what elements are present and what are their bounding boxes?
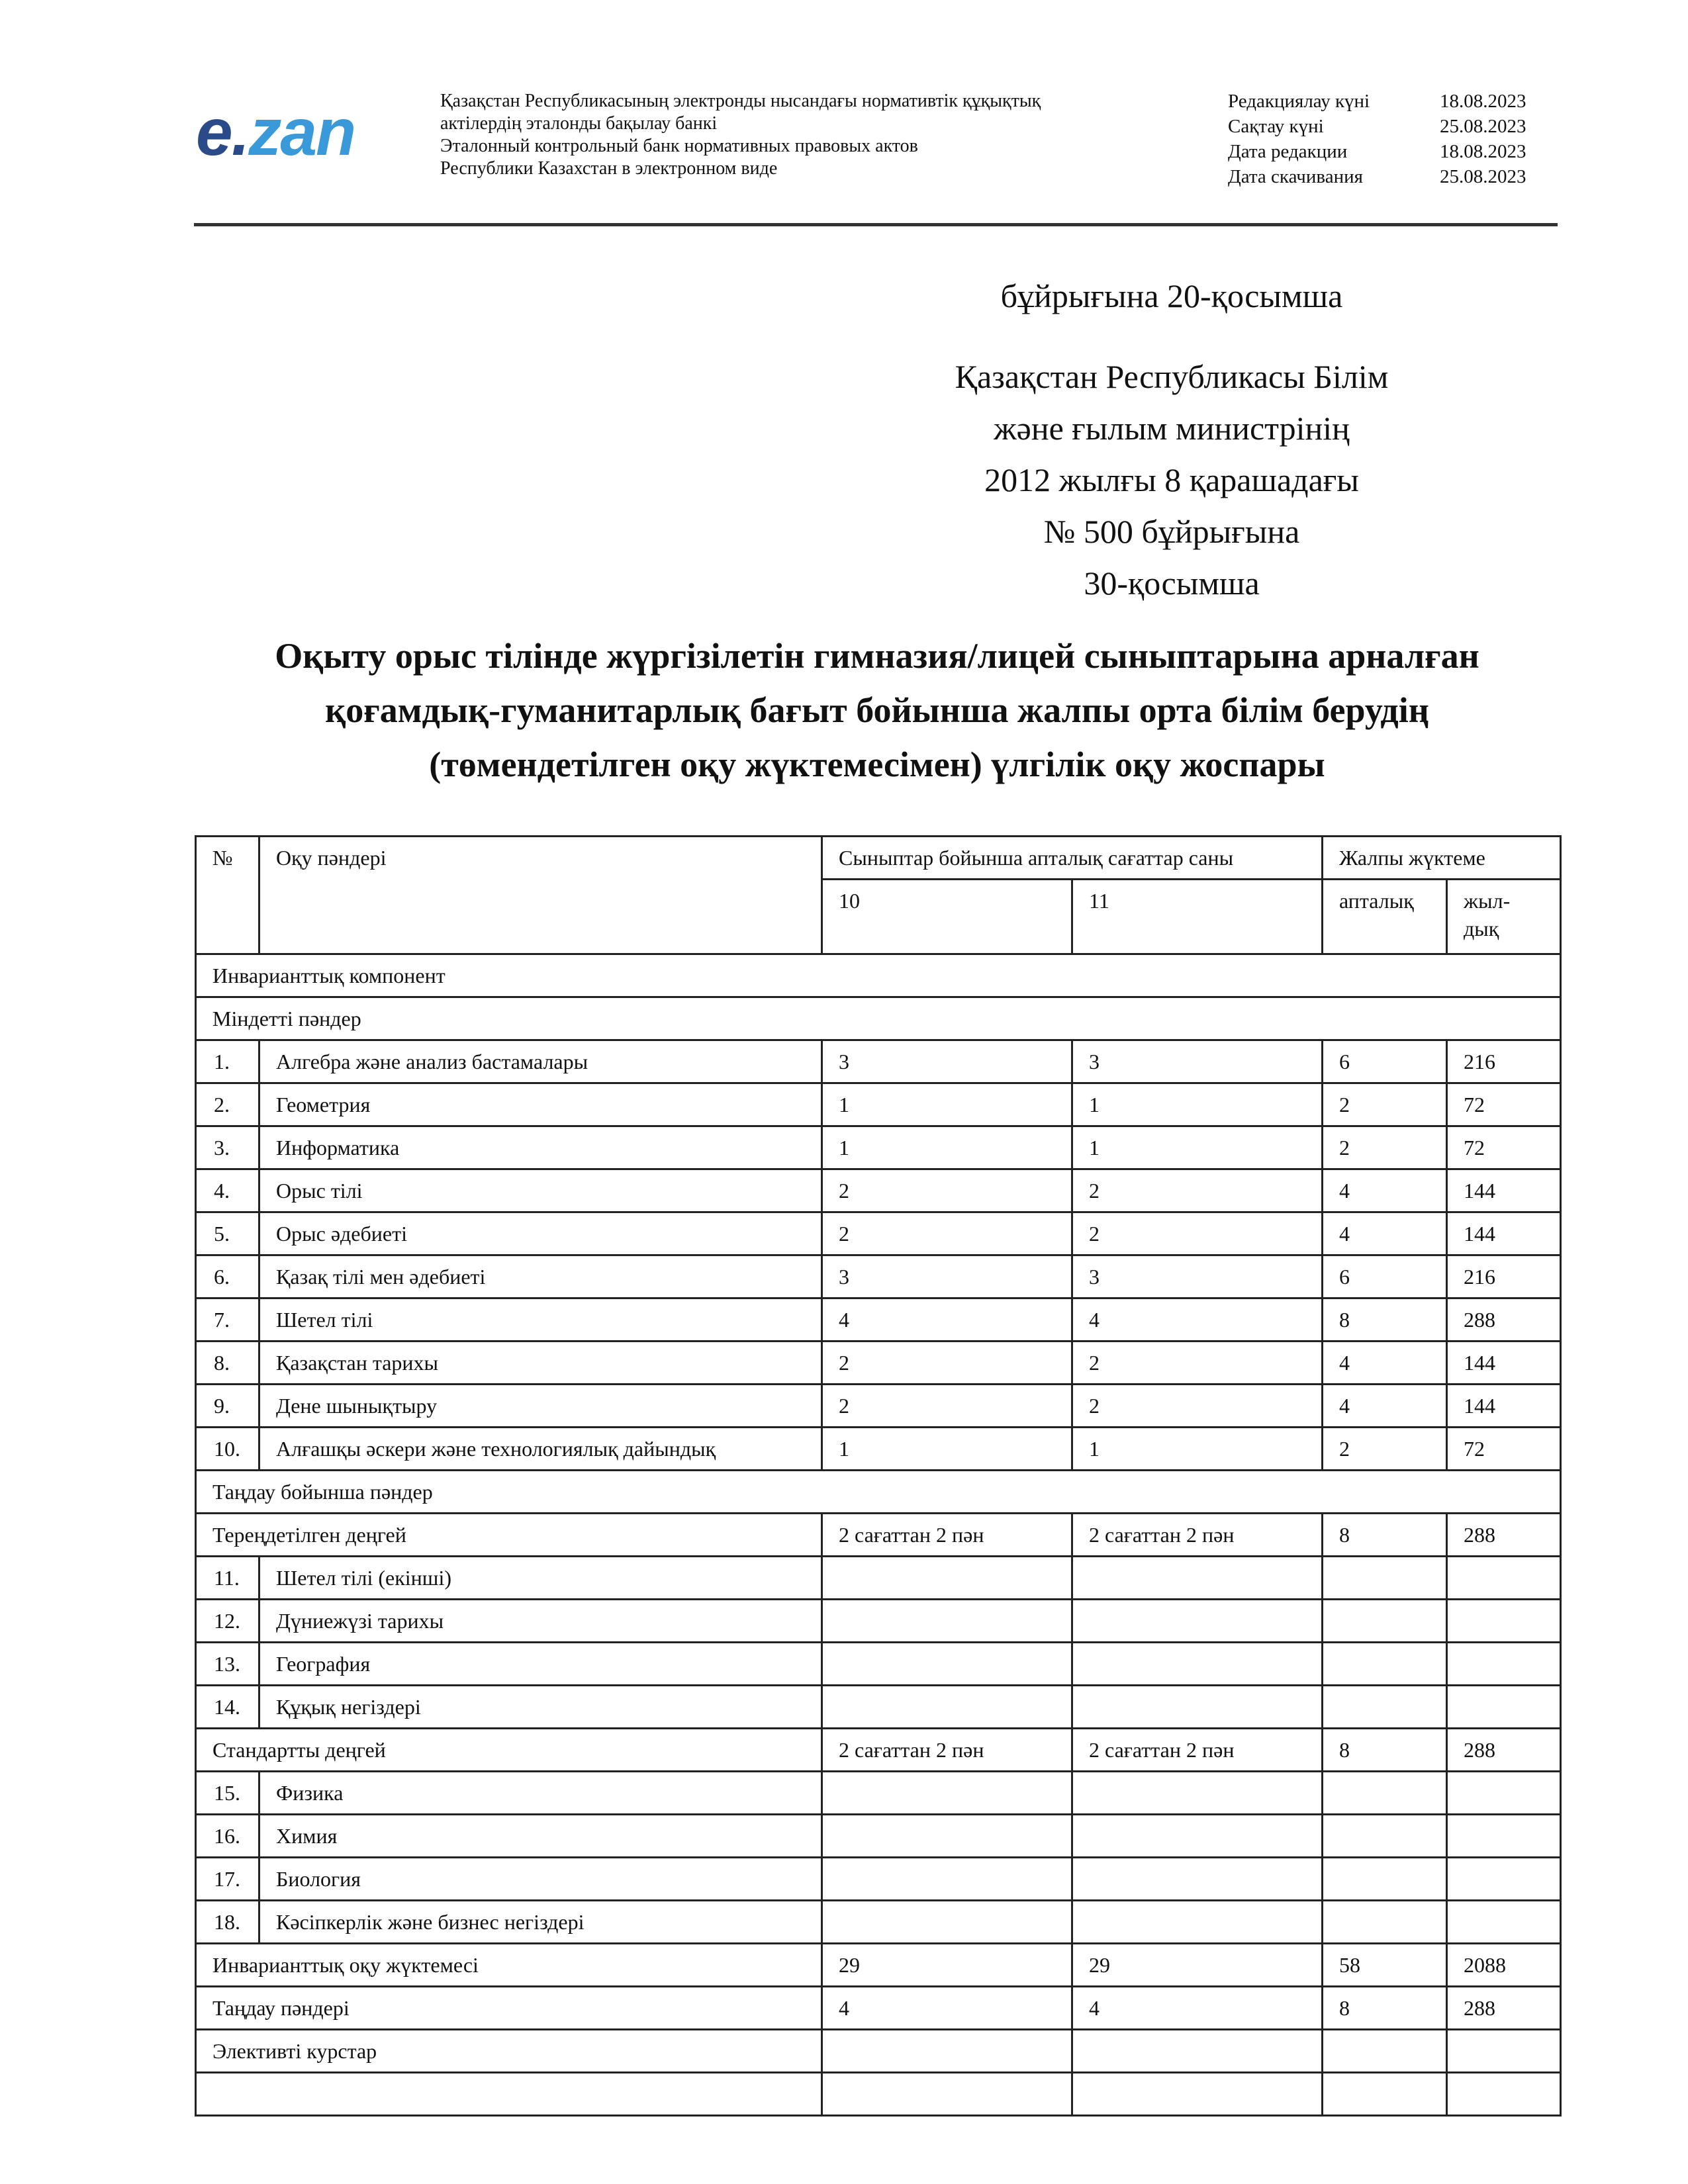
document-dates xyxy=(1228,89,1539,189)
source-description xyxy=(440,90,1041,180)
cell-week: 8 xyxy=(1323,1729,1447,1772)
table-row xyxy=(196,1342,1561,1385)
title-line: Оқыту орыс тілінде жүргізілетін гимназия/лицей сыныптарына арналған xyxy=(275,636,1479,676)
section-row xyxy=(196,1471,1561,1514)
total-label: Таңдау пәндері xyxy=(196,1987,822,2030)
num: 14. xyxy=(196,1686,259,1729)
cell-week xyxy=(1323,2030,1447,2073)
header-weekly: Сыныптар бойынша апталық сағаттар саны xyxy=(822,837,1323,880)
source-line: Республики Казахстан в электронном виде xyxy=(440,158,778,179)
num: 11. xyxy=(196,1557,259,1600)
cell-year xyxy=(1447,1858,1561,1901)
cell-year: 216 xyxy=(1447,1255,1561,1298)
num: 15. xyxy=(196,1772,259,1815)
source-line: Эталонный контрольный банк нормативных правовых актов xyxy=(440,136,918,156)
approval-line: Қазақстан Республикасы Білім xyxy=(955,358,1389,395)
mandatory-rows xyxy=(196,1040,1561,1471)
table-row xyxy=(196,1772,1561,1815)
cell-year: 72 xyxy=(1447,1083,1561,1126)
table-row xyxy=(196,1385,1561,1428)
date-value: 18.08.2023 xyxy=(1440,141,1526,162)
cell-g11 xyxy=(1072,1772,1323,1815)
cell-year: 288 xyxy=(1447,1729,1561,1772)
approval-block xyxy=(808,351,1536,609)
cell-g10: 1 xyxy=(822,1126,1072,1169)
section-row xyxy=(196,997,1561,1040)
date-row xyxy=(1228,164,1539,189)
cell-year: 144 xyxy=(1447,1169,1561,1212)
cell-g10 xyxy=(822,1600,1072,1643)
cell-week: 2 xyxy=(1323,1126,1447,1169)
subject-name: Биология xyxy=(259,1858,822,1901)
cell-year xyxy=(1447,1901,1561,1944)
cell-g10 xyxy=(822,2030,1072,2073)
date-value: 25.08.2023 xyxy=(1440,166,1526,187)
subject-name: Дене шынықтыру xyxy=(259,1385,822,1428)
num: 9. xyxy=(196,1385,259,1428)
table-row xyxy=(196,1126,1561,1169)
cell-week: 4 xyxy=(1323,1169,1447,1212)
subject-name: Кәсіпкерлік және бизнес негіздері xyxy=(259,1901,822,1944)
empty-cell xyxy=(1072,2073,1323,2116)
empty-cell xyxy=(822,2073,1072,2116)
subject-name: Геометрия xyxy=(259,1083,822,1126)
table-row xyxy=(196,1858,1561,1901)
header-grade-10: 10 xyxy=(822,880,1072,954)
cell-year: 72 xyxy=(1447,1428,1561,1471)
cell-g10: 2 xyxy=(822,1385,1072,1428)
table-row xyxy=(196,1729,1561,1772)
cell-g11: 2 xyxy=(1072,1342,1323,1385)
cell-year: 288 xyxy=(1447,1514,1561,1557)
cell-g10 xyxy=(822,1772,1072,1815)
cell-g10: 3 xyxy=(822,1040,1072,1083)
cell-week xyxy=(1323,1901,1447,1944)
cell-week: 58 xyxy=(1323,1944,1447,1987)
cell-g11 xyxy=(1072,1901,1323,1944)
approval-line: 30-қосымша xyxy=(1084,565,1260,602)
standard-rows xyxy=(196,1772,1561,1944)
cell-g11: 29 xyxy=(1072,1944,1323,1987)
cell-g11 xyxy=(1072,2030,1323,2073)
num: 4. xyxy=(196,1169,259,1212)
subject-name: Химия xyxy=(259,1815,822,1858)
cell-year: 144 xyxy=(1447,1212,1561,1255)
cell-g10: 2 сағаттан 2 пән xyxy=(822,1514,1072,1557)
num: 2. xyxy=(196,1083,259,1126)
cell-week xyxy=(1323,1772,1447,1815)
date-value: 25.08.2023 xyxy=(1440,116,1526,137)
section-label: Инварианттық компонент xyxy=(196,954,1561,997)
cell-g11: 3 xyxy=(1072,1255,1323,1298)
num: 18. xyxy=(196,1901,259,1944)
cell-g10: 4 xyxy=(822,1298,1072,1342)
cell-year xyxy=(1447,1557,1561,1600)
cell-g11: 1 xyxy=(1072,1428,1323,1471)
cell-week: 6 xyxy=(1323,1040,1447,1083)
empty-cell xyxy=(1447,2073,1561,2116)
cell-week: 4 xyxy=(1323,1385,1447,1428)
total-label: Инварианттық оқу жүктемесі xyxy=(196,1944,822,1987)
level-label: Стандартты деңгей xyxy=(196,1729,822,1772)
ezan-logo: e.zan xyxy=(196,95,355,169)
appendix-note: бұйрығына 20-қосымша xyxy=(1000,277,1343,314)
cell-g11 xyxy=(1072,1686,1323,1729)
cell-g11 xyxy=(1072,1858,1323,1901)
table-row xyxy=(196,1643,1561,1686)
empty-cell xyxy=(196,2073,822,2116)
cell-year: 144 xyxy=(1447,1342,1561,1385)
cell-week xyxy=(1323,1858,1447,1901)
header-subjects: Оқу пәндері xyxy=(259,837,822,954)
subject-name: Информатика xyxy=(259,1126,822,1169)
curriculum-table xyxy=(195,835,1562,2116)
cell-year: 144 xyxy=(1447,1385,1561,1428)
date-row xyxy=(1228,139,1539,164)
table-row xyxy=(196,1428,1561,1471)
cell-year: 216 xyxy=(1447,1040,1561,1083)
cell-g10: 4 xyxy=(822,1987,1072,2030)
header-total: Жалпы жүктеме xyxy=(1323,837,1561,880)
cell-g10 xyxy=(822,1686,1072,1729)
cell-week xyxy=(1323,1557,1447,1600)
title-line: (төмендетілген оқу жүктемесімен) үлгілік оқу жоспары xyxy=(429,745,1325,784)
date-label: Дата скачивания xyxy=(1228,166,1363,187)
cell-g10: 2 xyxy=(822,1169,1072,1212)
date-row xyxy=(1228,114,1539,139)
cell-g10 xyxy=(822,1557,1072,1600)
num: 17. xyxy=(196,1858,259,1901)
subject-name: Алғашқы әскери және технологиялық дайындық xyxy=(259,1428,822,1471)
cell-g11: 1 xyxy=(1072,1126,1323,1169)
section-label: Міндетті пәндер xyxy=(196,997,1561,1040)
cell-week xyxy=(1323,1815,1447,1858)
cell-g10 xyxy=(822,1901,1072,1944)
cell-week: 2 xyxy=(1323,1428,1447,1471)
subject-name: Орыс тілі xyxy=(259,1169,822,1212)
num: 12. xyxy=(196,1600,259,1643)
num: 8. xyxy=(196,1342,259,1385)
header-num: № xyxy=(196,837,259,954)
approval-line: № 500 бұйрығына xyxy=(1043,513,1300,550)
num: 16. xyxy=(196,1815,259,1858)
num: 1. xyxy=(196,1040,259,1083)
table-row xyxy=(196,1255,1561,1298)
cell-year xyxy=(1447,1815,1561,1858)
cell-g10: 1 xyxy=(822,1428,1072,1471)
cell-year xyxy=(1447,2030,1561,2073)
cell-g10: 2 xyxy=(822,1212,1072,1255)
cell-week: 2 xyxy=(1323,1083,1447,1126)
date-row xyxy=(1228,89,1539,114)
num: 3. xyxy=(196,1126,259,1169)
cell-week: 4 xyxy=(1323,1342,1447,1385)
cell-g11 xyxy=(1072,1600,1323,1643)
date-value: 18.08.2023 xyxy=(1440,91,1526,112)
subject-name: Физика xyxy=(259,1772,822,1815)
cell-week xyxy=(1323,1643,1447,1686)
cell-year xyxy=(1447,1686,1561,1729)
cell-year: 72 xyxy=(1447,1126,1561,1169)
source-line: актілердің эталонды бақылау банкі xyxy=(440,113,718,134)
num: 5. xyxy=(196,1212,259,1255)
table-row xyxy=(196,1514,1561,1557)
cell-week: 8 xyxy=(1323,1987,1447,2030)
cell-g11 xyxy=(1072,1815,1323,1858)
document-title xyxy=(199,629,1556,792)
cell-year: 288 xyxy=(1447,1987,1561,2030)
subject-name: Дүниежүзі тарихы xyxy=(259,1600,822,1643)
cell-g11 xyxy=(1072,1643,1323,1686)
table-row xyxy=(196,1901,1561,1944)
table-row xyxy=(196,2073,1561,2116)
title-line: қоғамдық-гуманитарлық бағыт бойынша жалпы орта білім берудің xyxy=(325,690,1429,730)
table-row xyxy=(196,1083,1561,1126)
table-row xyxy=(196,1686,1561,1729)
num: 13. xyxy=(196,1643,259,1686)
subject-name: Қазақстан тарихы xyxy=(259,1342,822,1385)
cell-g10 xyxy=(822,1858,1072,1901)
source-line: Қазақстан Республикасының электронды нысандағы нормативтік құқықтық xyxy=(440,91,1041,111)
cell-week xyxy=(1323,1686,1447,1729)
table-row xyxy=(196,1298,1561,1342)
subject-name: Шетел тілі xyxy=(259,1298,822,1342)
header-divider xyxy=(194,223,1558,226)
cell-g11: 1 xyxy=(1072,1083,1323,1126)
section-row xyxy=(196,954,1561,997)
level-label: Тереңдетілген деңгей xyxy=(196,1514,822,1557)
subject-name: Алгебра және анализ бастамалары xyxy=(259,1040,822,1083)
cell-g11: 2 xyxy=(1072,1169,1323,1212)
approval-line: және ғылым министрінің xyxy=(994,410,1350,447)
table-row xyxy=(196,1040,1561,1083)
cell-g10: 2 сағаттан 2 пән xyxy=(822,1729,1072,1772)
cell-year xyxy=(1447,1643,1561,1686)
cell-g10 xyxy=(822,1643,1072,1686)
cell-g10: 1 xyxy=(822,1083,1072,1126)
date-label: Дата редакции xyxy=(1228,141,1348,162)
subject-name: Қазақ тілі мен әдебиеті xyxy=(259,1255,822,1298)
cell-g11: 2 сағаттан 2 пән xyxy=(1072,1729,1323,1772)
cell-year: 288 xyxy=(1447,1298,1561,1342)
cell-week: 8 xyxy=(1323,1514,1447,1557)
total-label: Элективті курстар xyxy=(196,2030,822,2073)
cell-g11: 3 xyxy=(1072,1040,1323,1083)
header-grade-11: 11 xyxy=(1072,880,1323,954)
advanced-rows xyxy=(196,1557,1561,1729)
cell-g10 xyxy=(822,1815,1072,1858)
date-label: Редакциялау күні xyxy=(1228,91,1370,112)
cell-g10: 2 xyxy=(822,1342,1072,1385)
num: 7. xyxy=(196,1298,259,1342)
cell-g11: 2 xyxy=(1072,1212,1323,1255)
cell-year xyxy=(1447,1600,1561,1643)
cell-year: 2088 xyxy=(1447,1944,1561,1987)
subject-name: Шетел тілі (екінші) xyxy=(259,1557,822,1600)
table-row xyxy=(196,1815,1561,1858)
num: 10. xyxy=(196,1428,259,1471)
cell-g11: 2 сағаттан 2 пән xyxy=(1072,1514,1323,1557)
subject-name: Құқық негіздері xyxy=(259,1686,822,1729)
table-header-row xyxy=(196,837,1561,880)
table-row xyxy=(196,1212,1561,1255)
cell-week: 8 xyxy=(1323,1298,1447,1342)
subject-name: География xyxy=(259,1643,822,1686)
empty-cell xyxy=(1323,2073,1447,2116)
table-row xyxy=(196,1987,1561,2030)
cell-week: 6 xyxy=(1323,1255,1447,1298)
cell-g10: 3 xyxy=(822,1255,1072,1298)
approval-line: 2012 жылғы 8 қарашадағы xyxy=(984,461,1359,498)
date-label: Сақтау күні xyxy=(1228,116,1324,137)
table-row xyxy=(196,1944,1561,1987)
table-row xyxy=(196,2030,1561,2073)
cell-g11: 2 xyxy=(1072,1385,1323,1428)
cell-g11: 4 xyxy=(1072,1987,1323,2030)
header-weekly-total: апталық xyxy=(1323,880,1447,954)
cell-g11 xyxy=(1072,1557,1323,1600)
header-yearly-total: жыл-дық xyxy=(1447,880,1561,954)
cell-year xyxy=(1447,1772,1561,1815)
cell-g11: 4 xyxy=(1072,1298,1323,1342)
cell-g10: 29 xyxy=(822,1944,1072,1987)
num: 6. xyxy=(196,1255,259,1298)
table-row xyxy=(196,1600,1561,1643)
section-label: Таңдау бойынша пәндер xyxy=(196,1471,1561,1514)
cell-week xyxy=(1323,1600,1447,1643)
cell-week: 4 xyxy=(1323,1212,1447,1255)
table-row xyxy=(196,1169,1561,1212)
table-row xyxy=(196,1557,1561,1600)
subject-name: Орыс әдебиеті xyxy=(259,1212,822,1255)
